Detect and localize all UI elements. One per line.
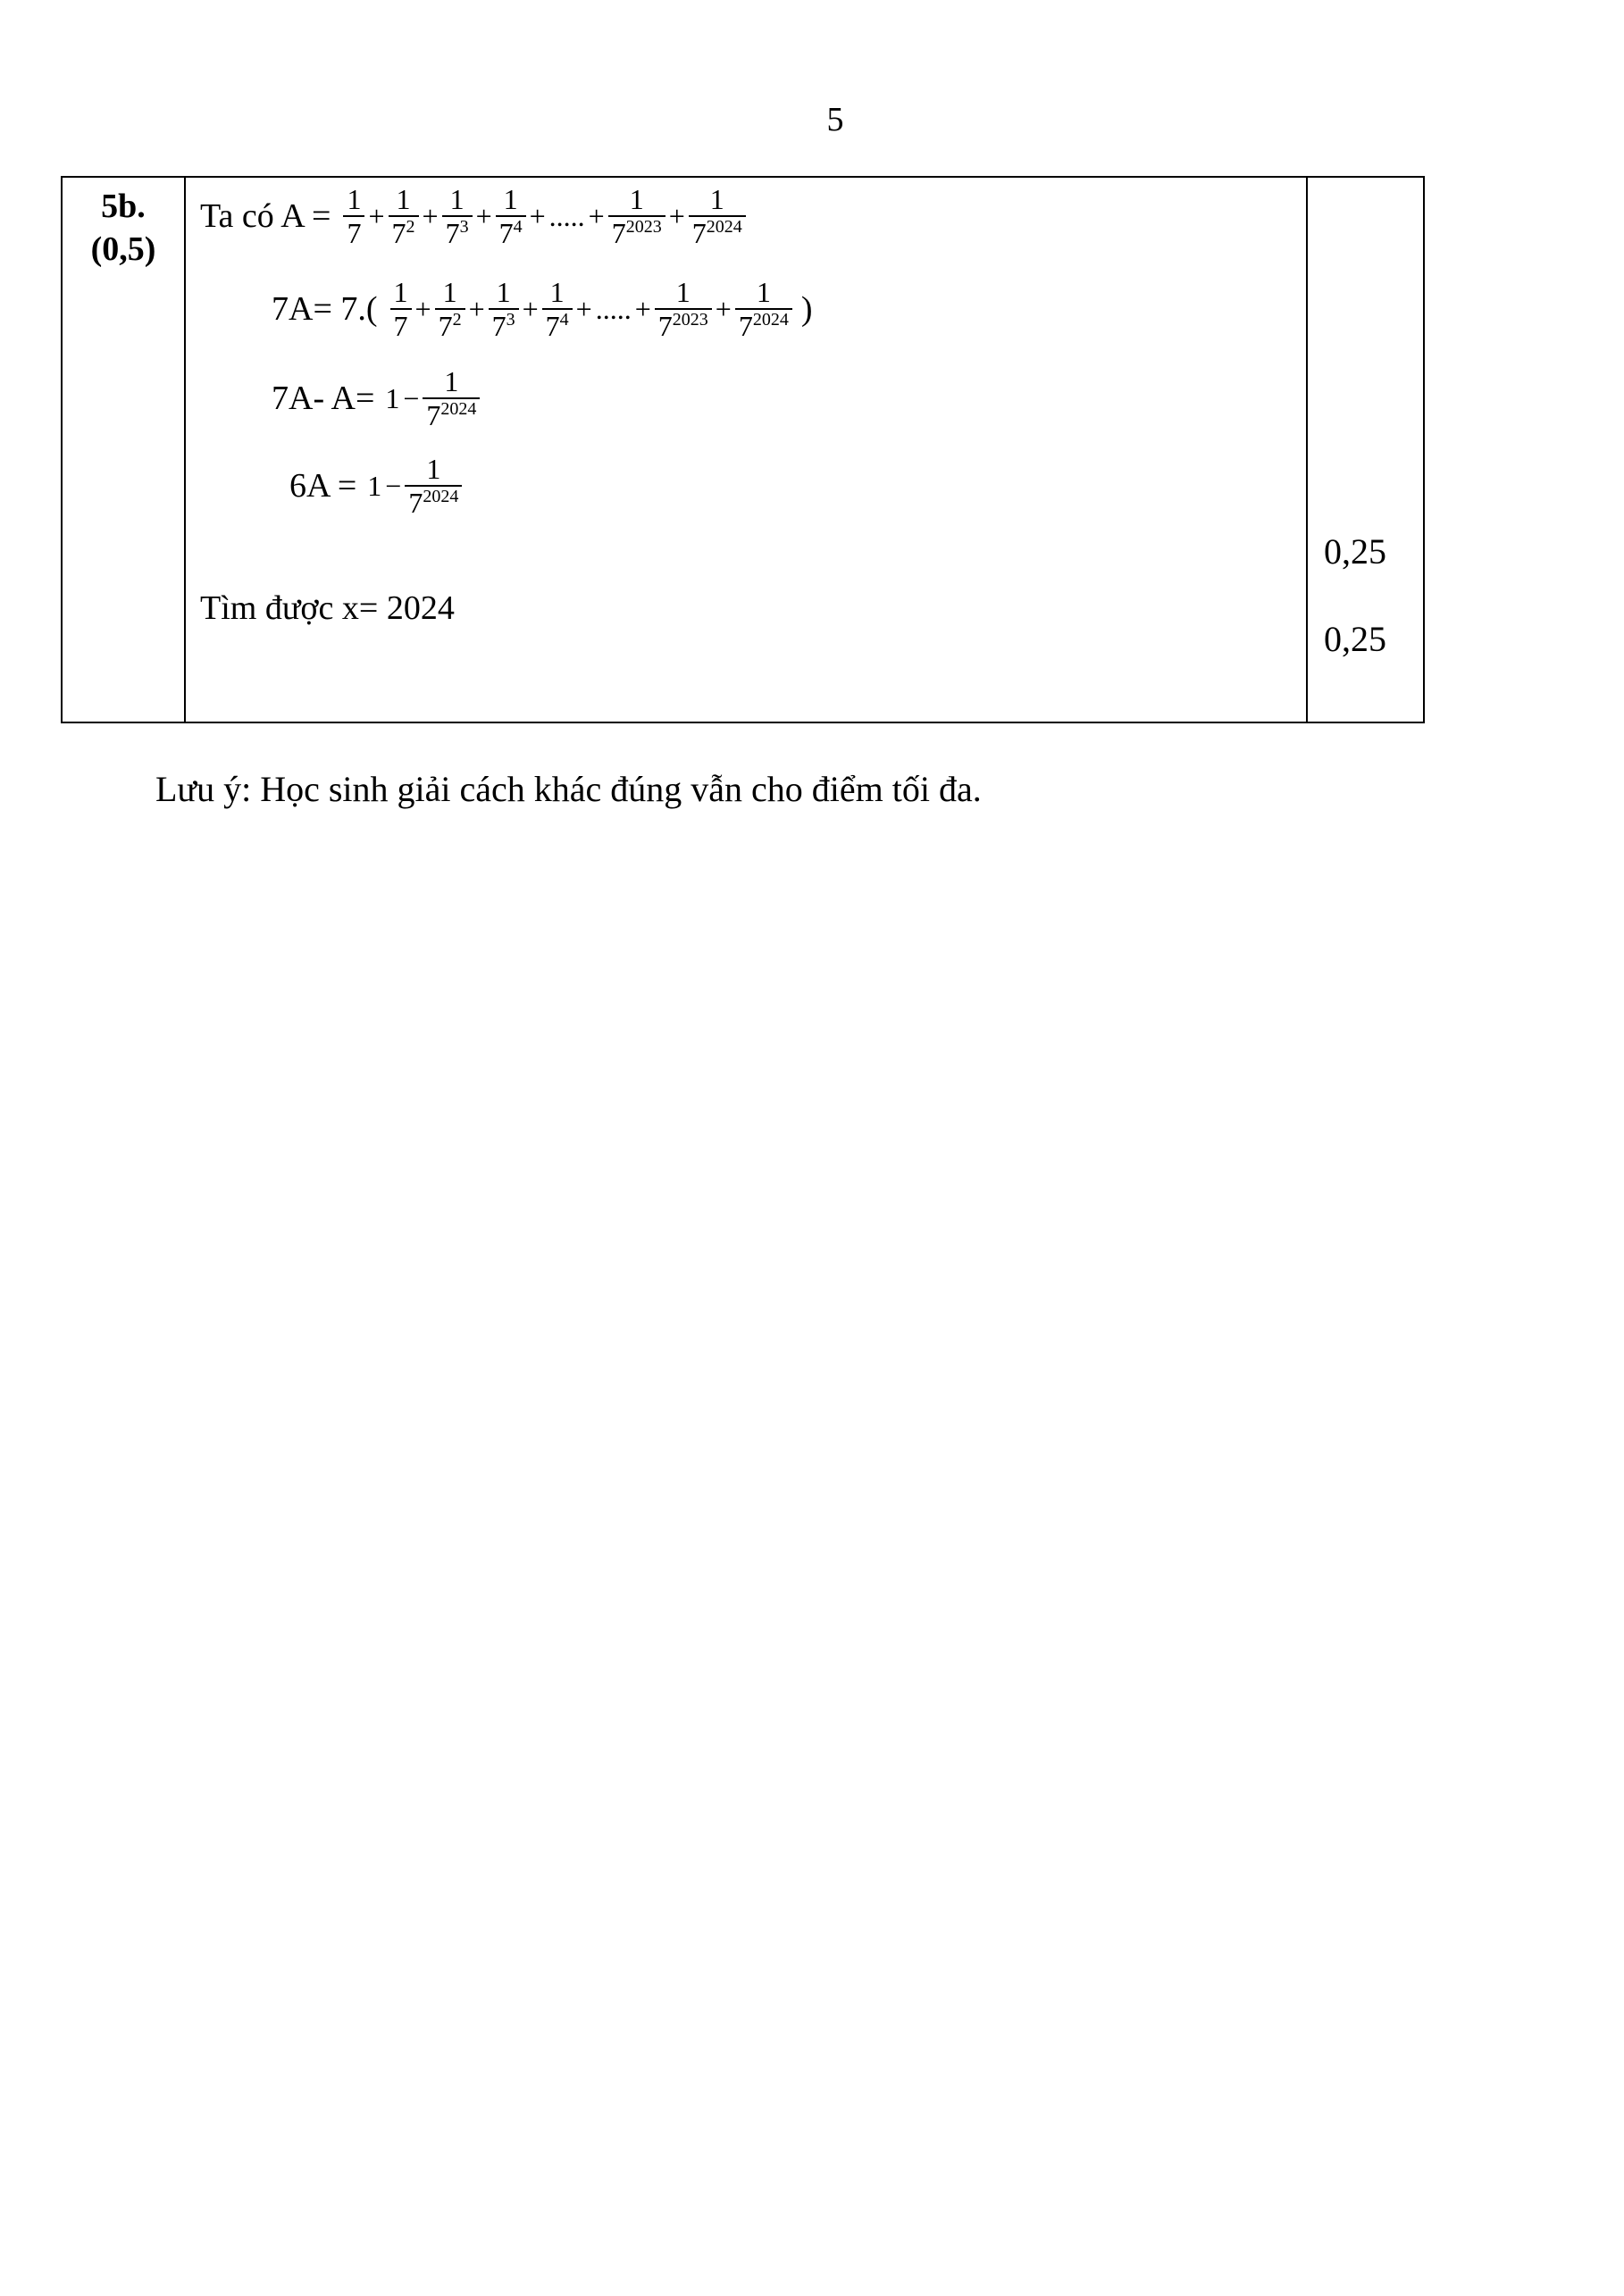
page-number: 5 xyxy=(826,101,844,138)
fraction: $\frac{1}{7^{2024}}$ xyxy=(423,365,480,431)
fraction: $\frac{1}{7^4}$ xyxy=(542,276,573,342)
question-number: 5b. xyxy=(101,188,146,225)
score-cell xyxy=(1307,177,1424,722)
solution-line-5: Tìm được x= 2024 xyxy=(200,589,455,627)
score-1: 0,25 xyxy=(1324,531,1386,572)
solution-cell xyxy=(185,177,1307,722)
fraction: $\frac{1}{7^3}$ xyxy=(489,276,519,342)
fraction: $\frac{1}{7^2}$ xyxy=(435,276,465,342)
fraction: $\frac{1}{7^{2024}}$ xyxy=(405,453,462,519)
solution-line-4: 6A = 1 − $\frac{1}{7^{2024}}$ xyxy=(289,453,464,519)
note-text: Lưu ý: Học sinh giải cách khác đúng vẫn cho điểm tối đa. xyxy=(155,769,982,809)
fraction: $\frac{1}{7}$ xyxy=(390,276,412,342)
line2-suffix: ) xyxy=(800,290,813,328)
line3-prefix: 7A- A= xyxy=(272,380,375,417)
fraction: $\frac{1}{7^2}$ xyxy=(389,183,419,249)
fraction: $\frac{1}{7^3}$ xyxy=(442,183,473,249)
solution-line-3: 7A- A= 1 − $\frac{1}{7^{2024}}$ xyxy=(272,365,481,431)
fraction: $\frac{1}{7^4}$ xyxy=(496,183,526,249)
line4-prefix: 6A = xyxy=(289,467,357,505)
fraction: $\frac{1}{7}$ xyxy=(343,183,364,249)
solution-line-1: Ta có A = $\frac{1}{7}$ + $\frac{1}{7^2}$ + $\frac{1}{7^3}$ + $\frac{1}{7^4}$ + ..... + $\frac{1}{7^{2023}}$ + $\frac{1}{7^{2024}}$ xyxy=(200,183,748,249)
score-2: 0,25 xyxy=(1324,619,1386,659)
question-points: (0,5) xyxy=(90,230,156,268)
question-label-cell xyxy=(62,177,185,722)
solution-line-2: 7A= 7.( $\frac{1}{7}$ + $\frac{1}{7^2}$ + $\frac{1}{7^3}$ + $\frac{1}{7^4}$ + ..... + $\frac{1}{7^{2023}}$ + $\frac{1}{7^{2024}}$ ) xyxy=(272,276,813,342)
line1-prefix: Ta có A = xyxy=(200,197,331,235)
fraction: $\frac{1}{7^{2023}}$ xyxy=(655,276,712,342)
table-row xyxy=(62,177,1424,722)
fraction: $\frac{1}{7^{2024}}$ xyxy=(689,183,746,249)
answer-table xyxy=(61,176,1425,723)
fraction: $\frac{1}{7^{2023}}$ xyxy=(608,183,666,249)
line2-prefix: 7A= 7.( xyxy=(272,290,378,328)
fraction: $\frac{1}{7^{2024}}$ xyxy=(735,276,792,342)
